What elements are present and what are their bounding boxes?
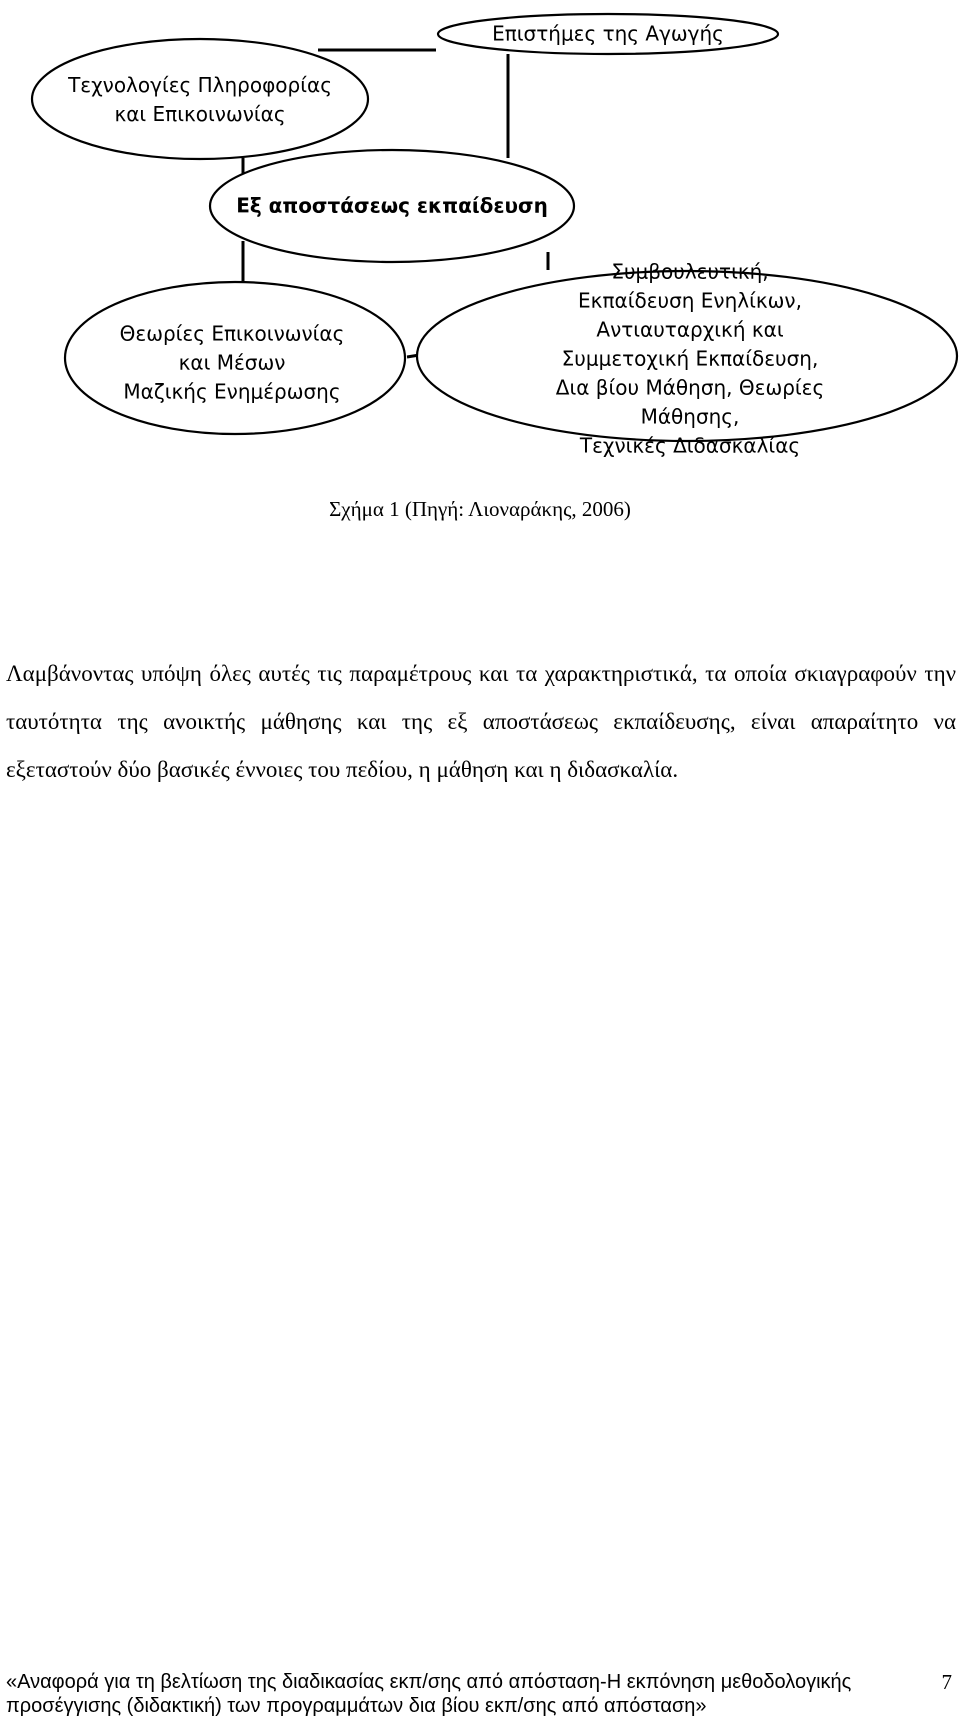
label-line: Συμβουλευτική, Εκπαίδευση Ενηλίκων, (578, 259, 802, 313)
figure-caption: Σχήμα 1 (Πηγή: Λιοναράκης, 2006) (329, 497, 631, 521)
node-distance-education-label (236, 192, 548, 221)
footer-text: «Αναφορά για τη βελτίωση της διαδικασίας εκπ/σης από απόσταση-Η εκπόνηση μεθοδολογικής προσέγγισης (διδακτική) των προγραμμάτων δια βίου εκπ/σης από απόσταση» (6, 1671, 852, 1717)
page-footer (6, 1670, 956, 1718)
page-number: 7 (941, 1670, 952, 1694)
node-education-sciences-label (492, 20, 724, 49)
label-line: Δια βίου Μάθηση, Θεωρίες Μάθησης, (555, 375, 825, 429)
label-line: Θεωρίες Επικοινωνίας (119, 321, 345, 346)
label-line: Τεχνολογίες Πληροφορίας (68, 73, 332, 97)
label-line: Εξ αποστάσεως εκπαίδευση (236, 193, 548, 218)
label-line: Τεχνικές Διδασκαλίας (579, 433, 801, 458)
body-paragraph: Λαμβάνοντας υπόψη όλες αυτές τις παραμέτρους και τα χαρακτηριστικά, τα οποία σκιαγραφούν την ταυτότητα της ανοικτής μάθησης και της εξ αποστάσεως εκπαίδευσης, είναι απαραίτητο να εξεταστούν δύο βασικές έννοιες του πεδίου, η μάθηση και η διδασκαλία. (6, 661, 956, 782)
concept-diagram (0, 0, 960, 460)
node-ict-label (68, 71, 332, 129)
label-line: Επιστήμες της Αγωγής (492, 21, 724, 46)
label-line: και Επικοινωνίας (114, 102, 286, 126)
node-communication-theories-label (120, 320, 345, 407)
label-line: Μαζικής Ενημέρωσης (123, 379, 341, 404)
label-line: και Μέσων (178, 350, 286, 375)
label-line: Αντιαυταρχική και Συμμετοχική Εκπαίδευση, (561, 317, 819, 371)
node-counseling-label (555, 258, 825, 461)
